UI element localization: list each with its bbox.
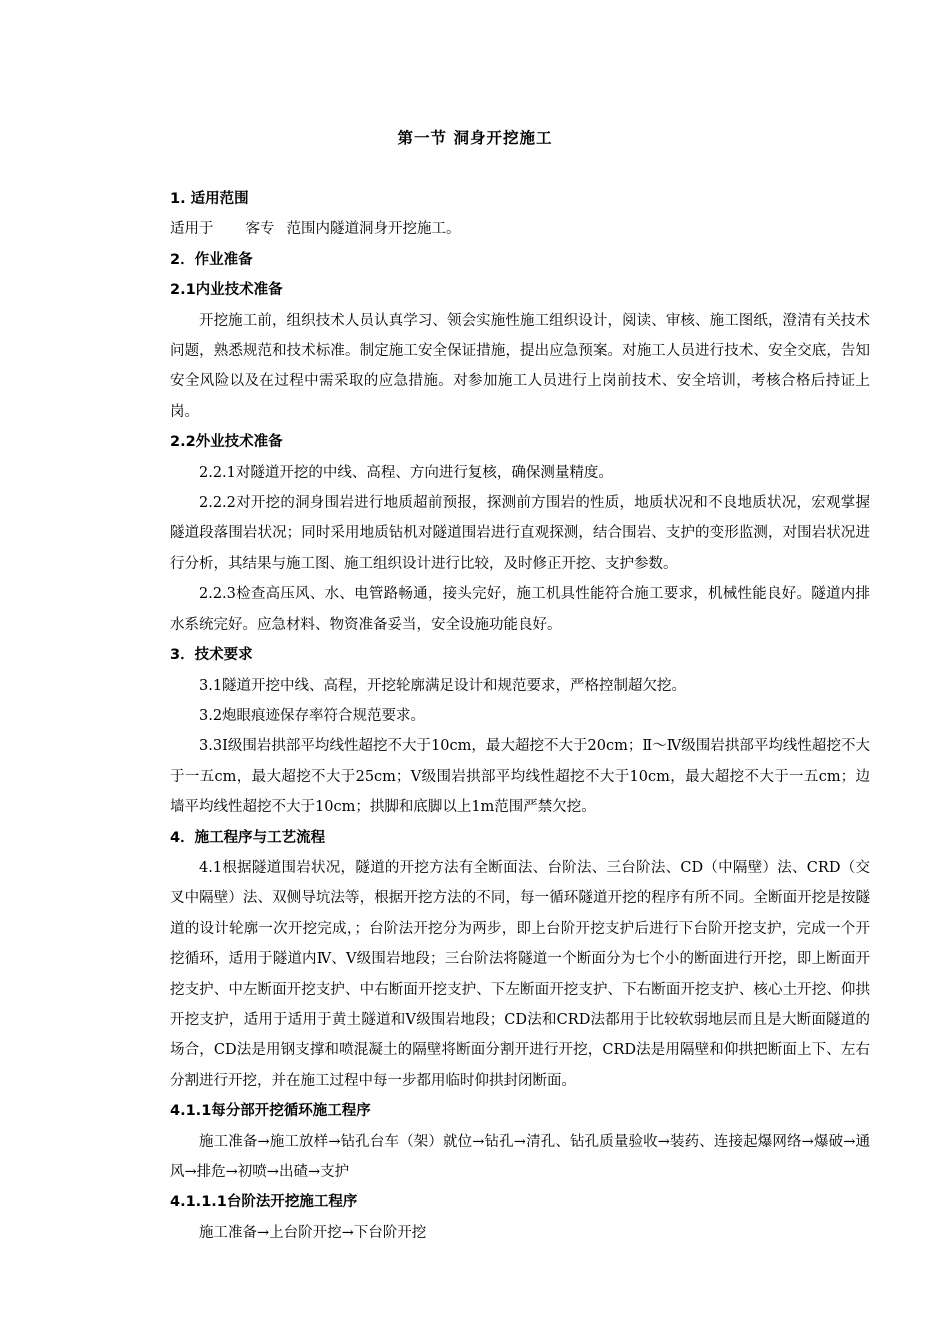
heading-technical-requirements: 3．技术要求 xyxy=(170,647,253,664)
paragraph-2-2-1: 2.2.1对隧道开挖的中线、高程、方向进行复核，确保测量精度。 xyxy=(199,464,613,481)
heading-scope: 1. 适用范围 xyxy=(170,191,249,207)
heading-external-prep: 2.2外业技术准备 xyxy=(170,434,283,451)
heading-4-1-1-1: 4.1.1.1台阶法开挖施工程序 xyxy=(170,1194,358,1211)
paragraph-2-2-3: 2.2.3检查高压风、水、电管路畅通，接头完好，施工机具性能符合施工要求，机械性能良好。隧道内排水系统完好。应急材料、物资准备妥当，安全设施功能良好。 xyxy=(170,586,870,633)
paragraph-3-1: 3.1隧道开挖中线、高程，开挖轮廓满足设计和规范要求，严格控制超欠挖。 xyxy=(199,677,687,694)
paragraph-3-3: 3.3Ⅰ级围岩拱部平均线性超挖不大于10cm，最大超挖不大于20cm；Ⅱ～Ⅳ级围岩拱部平均线性超挖不大于一五cm，最大超挖不大于25cm；Ⅴ级围岩拱部平均线性超挖不大于10cm，最大超挖不大于一五cm；边墙平均线性超挖不大于10cm；拱脚和底脚以上1m范围严禁欠挖。 xyxy=(170,738,870,816)
paragraph-internal-prep: 开挖施工前，组织技术人员认真学习、领会实施性施工组织设计，阅读、审核、施工图纸，澄清有关技术问题，熟悉规范和技术标准。制定施工安全保证措施，提出应急预案。对施工人员进行技术、安全交底，告知安全风险以及在过程中需采取的应急措施。对参加施工人员进行上岗前技术、安全培训，考核合格后持证上岗。 xyxy=(170,312,870,420)
scope-text-c: 范围内隧道洞身开挖施工。 xyxy=(286,221,461,238)
section-title: 第一节 洞身开挖施工 xyxy=(397,129,553,147)
paragraph-2-2-2: 2.2.2对开挖的洞身围岩进行地质超前预报，探测前方围岩的性质，地质状况和不良地质状况，宏观掌握隧道段落围岩状况；同时采用地质钻机对隧道围岩进行直观探测，结合围岩、支护的变形监测，对围岩状况进行分析，其结果与施工图、施工组织设计进行比较，及时修正开挖、支护参数。 xyxy=(170,495,870,572)
scope-text-b: 客专 xyxy=(245,221,275,238)
document-body xyxy=(170,184,870,1248)
paragraph-4-1-1: 施工准备→施工放样→钻孔台车（架）就位→钻孔→清孔、钻孔质量验收→装药、连接起爆网络→爆破→通风→排危→初喷→出碴→支护 xyxy=(170,1133,870,1180)
paragraph-3-2: 3.2炮眼痕迹保存率符合规范要求。 xyxy=(199,707,426,724)
scope-text-a: 适用于 xyxy=(170,221,214,238)
paragraph-scope xyxy=(170,214,870,244)
heading-internal-prep: 2.1内业技术准备 xyxy=(170,282,283,299)
paragraph-4-1-1-1: 施工准备→上台阶开挖→下台阶开挖 xyxy=(199,1224,427,1241)
paragraph-4-1: 4.1根据隧道围岩状况，隧道的开挖方法有全断面法、台阶法、三台阶法、CD（中隔壁）法、CRD（交叉中隔壁）法、双侧导坑法等，根据开挖方法的不同，每一循环隧道开挖的程序有所不同。全断面开挖是按隧道的设计轮廓一次开挖完成，；台阶法开挖分为两步，即上台阶开挖支护后进行下台阶开挖支护，完成一个开挖循环，适用于隧道内Ⅳ、Ⅴ级围岩地段；三台阶法将隧道一个断面分为七个小的断面进行开挖，即上断面开挖支护、中左断面开挖支护、中右断面开挖支护、下左断面开挖支护、下右断面开挖支护、核心土开挖、仰拱开挖支护，适用于适用于黄土隧道和Ⅴ级围岩地段；CD法和CRD法都用于比较软弱地层而且是大断面隧道的场合，CD法是用钢支撑和喷混凝土的隔壁将断面分割开进行开挖，CRD法是用隔壁和仰拱把断面上下、左右分割进行开挖，并在施工过程中每一步都用临时仰拱封闭断面。 xyxy=(170,859,870,1089)
heading-preparation: 2．作业准备 xyxy=(170,251,253,268)
heading-procedure: 4．施工程序与工艺流程 xyxy=(170,829,326,846)
heading-4-1-1: 4.1.1每分部开挖循环施工程序 xyxy=(170,1103,371,1120)
